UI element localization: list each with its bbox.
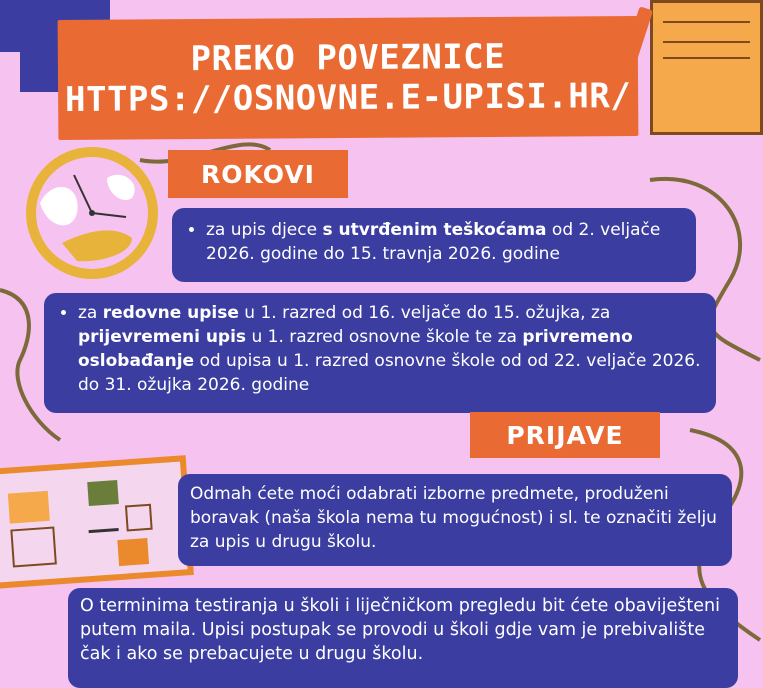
- clock-illustration: [22, 143, 162, 283]
- header-banner: [58, 16, 639, 140]
- deadline-box-1: • za upis djece s utvrđenim teškoćama od 2. veljače 2026. godine do 15. travnja 2026. godine: [172, 208, 696, 282]
- section-label-prijave: PRIJAVE: [470, 412, 660, 458]
- notepad-illustration: [650, 0, 763, 135]
- applications-box-1: Odmah ćete moći odabrati izborne predmete, produženi boravak (naša škola nema tu mogućnost) i sl. te označiti želju za upis u drugu školu.: [178, 474, 732, 566]
- applications-box-2: O terminima testiranja u školi i liječničkom pregledu bit ćete obaviješteni putem maila. Upisi postupak se provodi u školi gdje vam je prebivalište čak i ako se prebacujete u drugu školu.: [68, 588, 738, 688]
- bulletin-board-illustration: [0, 455, 194, 589]
- header-line-1: PREKO POVEZNICE: [190, 36, 506, 80]
- header-link[interactable]: HTTPS://OSNOVNE.E-UPISI.HR/: [64, 76, 632, 120]
- deadline-box-2: • za redovne upise u 1. razred od 16. veljače do 15. ožujka, za prijevremeni upis u 1. razred osnovne škole te za privremeno oslobađanje od upisa u 1. razred osnovne škole od od 22. veljače 2026. do 31. ožujka 2026. godine: [44, 293, 716, 413]
- section-label-rokovi: ROKOVI: [168, 150, 348, 198]
